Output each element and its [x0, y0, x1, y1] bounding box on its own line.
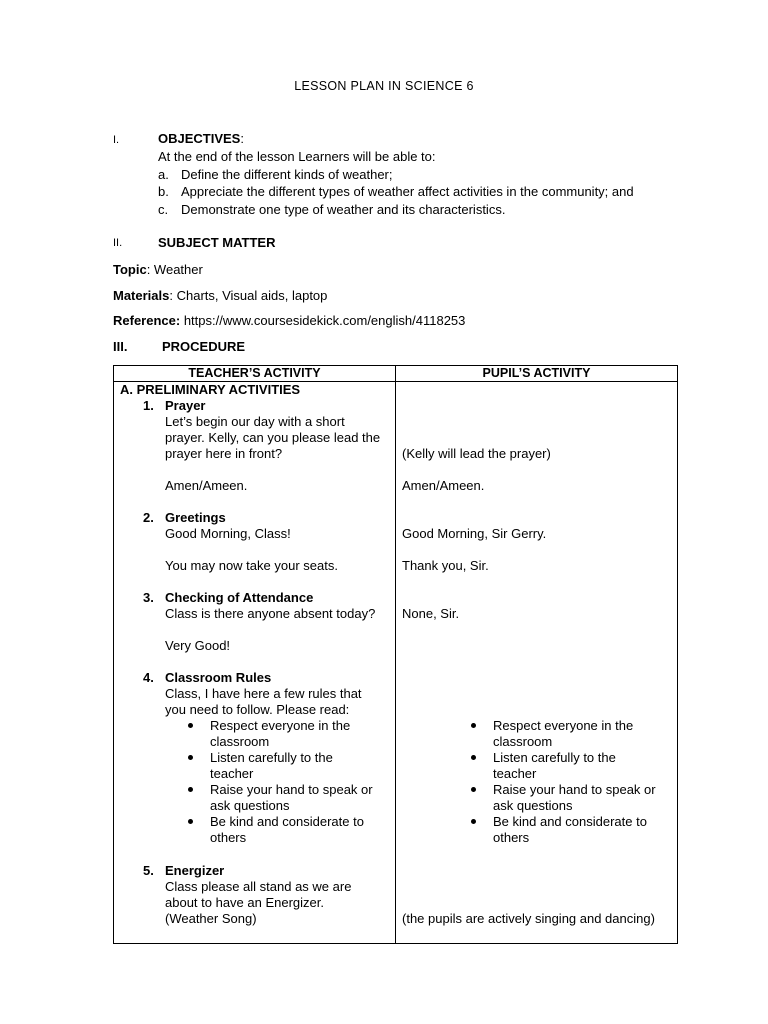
- teacher-rule-2-line-1: Listen carefully to the: [210, 750, 333, 765]
- materials-line: [113, 288, 327, 303]
- topic-line: [113, 262, 203, 277]
- objectives-colon: :: [240, 131, 244, 146]
- pupil-rule-1-line-1: Respect everyone in the: [493, 718, 634, 733]
- greetings-number: 2.: [143, 510, 154, 525]
- objectives-numeral: I.: [113, 134, 120, 146]
- greetings-pupil-response-2: Thank you, Sir.: [402, 558, 489, 573]
- pupil-rule-4-line-1: Be kind and considerate to: [493, 814, 647, 829]
- pupil-rule-1-line-2: classroom: [493, 734, 553, 749]
- reference-label: Reference:: [113, 313, 181, 328]
- greetings-teacher-line-2: You may now take your seats.: [165, 558, 338, 573]
- objective-letter-b: b.: [158, 184, 169, 199]
- preliminary-activities-heading: A. PRELIMINARY ACTIVITIES: [120, 382, 301, 397]
- pupil-rule-3-line-2: ask questions: [493, 798, 573, 813]
- energizer-number: 5.: [143, 863, 154, 878]
- teacher-rule-1-line-2: classroom: [210, 734, 270, 749]
- materials-label: Materials: [113, 288, 170, 303]
- objective-letter-c: c.: [158, 202, 169, 217]
- energizer-title: Energizer: [165, 863, 225, 878]
- objective-text-b: Appreciate the different types of weather affect activities in the community; and: [181, 184, 634, 199]
- pupil-rule-4-line-2: others: [493, 830, 530, 845]
- objectives-heading-text: OBJECTIVES: [158, 131, 241, 146]
- procedure-heading: PROCEDURE: [162, 339, 246, 354]
- rules-number: 4.: [143, 670, 154, 685]
- procedure-table-header-row: [114, 366, 678, 382]
- document-title: LESSON PLAN IN SCIENCE 6: [294, 79, 474, 93]
- teacher-activity-cell: [114, 382, 396, 944]
- teacher-rule-1-line-1: Respect everyone in the: [210, 718, 351, 733]
- bullet-icon: [188, 819, 193, 824]
- greetings-teacher-line-1: Good Morning, Class!: [165, 526, 291, 541]
- teacher-activity-header: TEACHER’S ACTIVITY: [114, 366, 396, 382]
- energizer-teacher-line-2: about to have an Energizer.: [165, 895, 325, 910]
- procedure-table-body-row: [114, 382, 678, 944]
- energizer-pupil-response: (the pupils are actively singing and dancing): [402, 911, 655, 926]
- pupil-rule-2-line-2: teacher: [493, 766, 537, 781]
- teacher-rule-4-line-1: Be kind and considerate to: [210, 814, 364, 829]
- teacher-rule-3-line-1: Raise your hand to speak or: [210, 782, 373, 797]
- bullet-icon: [471, 755, 476, 760]
- rules-teacher-line-2: you need to follow. Please read:: [165, 702, 350, 717]
- attendance-pupil-response: None, Sir.: [402, 606, 460, 621]
- topic-value: : Weather: [146, 262, 203, 277]
- objective-text-a: Define the different kinds of weather;: [181, 167, 393, 182]
- greetings-pupil-response-1: Good Morning, Sir Gerry.: [402, 526, 547, 541]
- attendance-number: 3.: [143, 590, 154, 605]
- attendance-teacher-line-1: Class is there anyone absent today?: [165, 606, 376, 621]
- objectives-intro: At the end of the lesson Learners will be able to:: [158, 149, 436, 164]
- pupil-rule-3-line-1: Raise your hand to speak or: [493, 782, 656, 797]
- objectives-heading: [158, 131, 244, 146]
- teacher-rule-3-line-2: ask questions: [210, 798, 290, 813]
- reference-line: [113, 313, 465, 328]
- teacher-rule-4-line-2: others: [210, 830, 247, 845]
- rules-teacher-line-1: Class, I have here a few rules that: [165, 686, 362, 701]
- rules-title: Classroom Rules: [165, 670, 272, 685]
- prayer-number: 1.: [143, 398, 154, 413]
- reference-value: https://www.coursesidekick.com/english/4118253: [180, 313, 466, 328]
- bullet-icon: [471, 787, 476, 792]
- attendance-teacher-line-2: Very Good!: [165, 638, 231, 653]
- greetings-title: Greetings: [165, 510, 226, 525]
- materials-value: : Charts, Visual aids, laptop: [169, 288, 328, 303]
- energizer-teacher-line-3: (Weather Song): [165, 911, 257, 926]
- subject-heading: SUBJECT MATTER: [158, 235, 276, 250]
- objective-text-c: Demonstrate one type of weather and its characteristics.: [181, 202, 506, 217]
- subject-numeral: II.: [113, 237, 123, 249]
- pupil-activity-header: PUPIL’S ACTIVITY: [396, 366, 678, 382]
- bullet-icon: [188, 755, 193, 760]
- prayer-pupil-amen: Amen/Ameen.: [402, 478, 485, 493]
- prayer-teacher-line-1: Let’s begin our day with a short: [165, 414, 345, 429]
- prayer-teacher-amen: Amen/Ameen.: [165, 478, 248, 493]
- procedure-numeral: III.: [113, 339, 128, 354]
- bullet-icon: [471, 723, 476, 728]
- energizer-teacher-line-1: Class please all stand as we are: [165, 879, 352, 894]
- objective-letter-a: a.: [158, 167, 169, 182]
- teacher-rule-2-line-2: teacher: [210, 766, 254, 781]
- procedure-table: [113, 365, 678, 944]
- bullet-icon: [188, 787, 193, 792]
- bullet-icon: [188, 723, 193, 728]
- attendance-title: Checking of Attendance: [165, 590, 314, 605]
- prayer-pupil-response: (Kelly will lead the prayer): [402, 446, 551, 461]
- topic-label: Topic: [113, 262, 147, 277]
- pupil-activity-cell: [396, 382, 678, 944]
- prayer-title: Prayer: [165, 398, 206, 413]
- pupil-rule-2-line-1: Listen carefully to the: [493, 750, 616, 765]
- prayer-teacher-line-3: prayer here in front?: [165, 446, 283, 461]
- prayer-teacher-line-2: prayer. Kelly, can you please lead the: [165, 430, 381, 445]
- bullet-icon: [471, 819, 476, 824]
